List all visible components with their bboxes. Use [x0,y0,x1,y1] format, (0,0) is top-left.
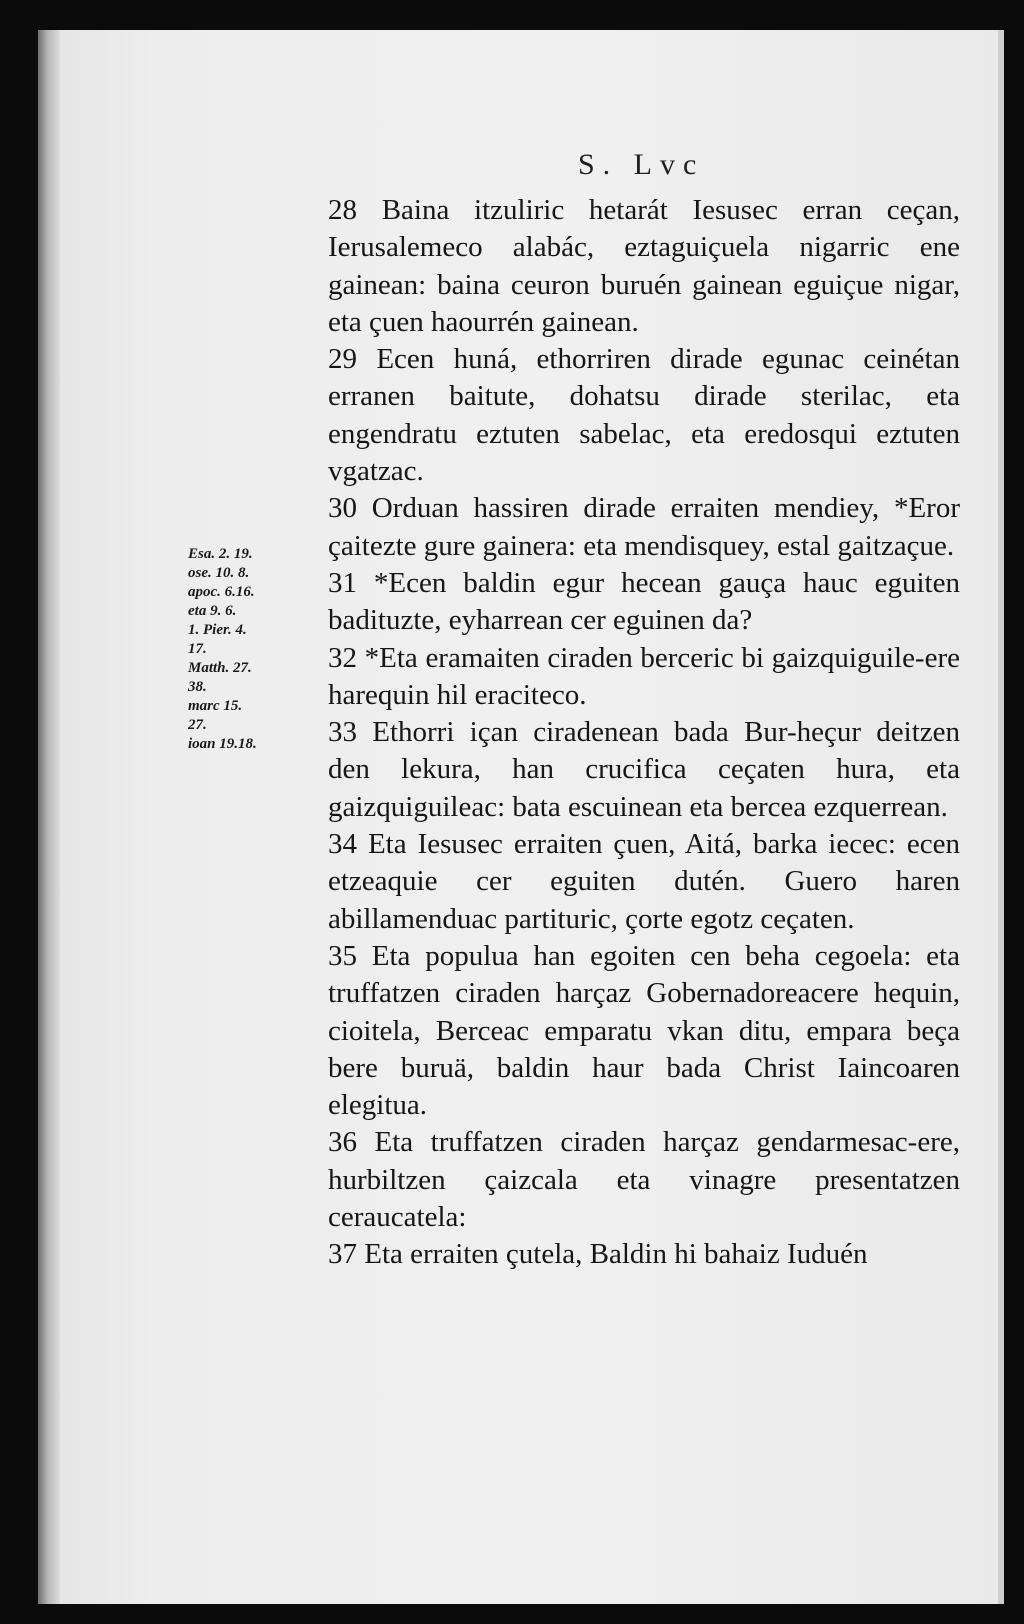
page-spine-shadow [38,30,60,1604]
verse-32: 32 *Eta eramaiten ciraden berceric bi gaizquiguile-ere harequin hil eraciteco. [328,641,960,711]
margin-note: marc 15. [188,698,243,714]
margin-note: 1. Pier. 4. [188,622,247,638]
margin-note: apoc. 6.16. [188,584,255,600]
margin-note: Esa. 2. 19. [188,546,253,562]
page-edge [998,30,1004,1604]
verse-31: 31 *Ecen baldin egur hecean gauça hauc eguiten badituzte, eyharrean cer eguinen da? [328,566,960,637]
margin-note: eta 9. 6. [188,603,237,619]
margin-note: 38. [188,679,207,695]
verse-33: 33 Ethorri içan ciradenean bada Bur-heçur deitzen den lekura, han crucifica ceçaten hura, eta gaizquiguileac: bata escuinean eta bercea ezquerrean. [328,716,960,823]
verse-37: 37 Eta erraiten çutela, Baldin hi bahaiz Iuduén [328,1238,868,1271]
verse-35: 35 Eta populua han egoiten cen beha cegoela: eta truffatzen ciraden harçaz Gobernadoreacere hequin, cioitela, Berceac emparatu vkan ditu, empara beça bere buruä, baldin haur bada Christ Iaincoaren elegitua. [328,939,960,1122]
margin-note: 17. [188,641,207,657]
verse-36: 36 Eta truffatzen ciraden harçaz gendarmesac-ere, hurbiltzen çaizcala eta vinagre presentatzen ceraucatela: [328,1126,960,1234]
book-page [38,30,1004,1604]
body-text [328,192,960,1274]
margin-note: ose. 10. 8. [188,565,250,581]
margin-references [188,545,308,754]
verse-28: 28 Baina itzuliric hetarát Iesusec erran ceçan, Ierusalemeco alabác, eztaguiçuela nigarric ene gainean: baina ceuron buruén gainean eguiçue nigar, eta çuen haourrén gainean. [328,194,960,338]
verse-30: 30 Orduan hassiren dirade erraiten mendiey, *Eror çaitezte gure gainera: eta mendisquey, estal gaitzaçue. [328,492,960,562]
margin-note: ioan 19.18. [188,736,257,752]
verse-29: 29 Ecen huná, ethorriren dirade egunac ceinétan erranen baitute, dohatsu dirade sterilac, eta engendratu eztuten sabelac, eta eredosqui eztuten vgatzac. [328,343,960,488]
margin-note: Matth. 27. [188,660,252,676]
margin-note: 27. [188,717,207,733]
verse-34: 34 Eta Iesusec erraiten çuen, Aitá, barka iecec: ecen etzeaquie cer eguiten dutén. Guero haren abillamenduac partituric, çorte egotz ceçaten. [328,828,960,935]
running-head: S. Lvc [578,148,705,181]
